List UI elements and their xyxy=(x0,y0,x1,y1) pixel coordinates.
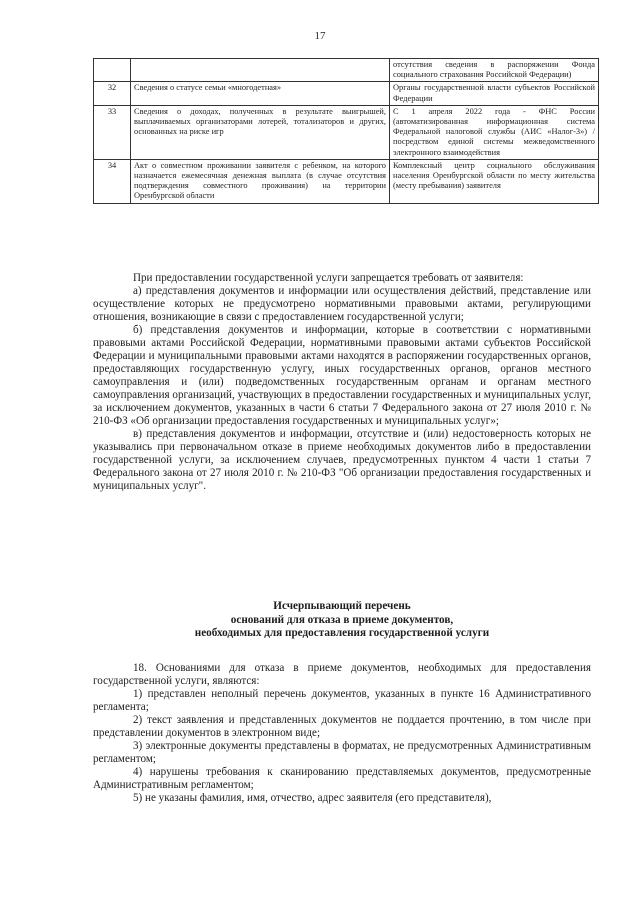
refusal-ground-item: 5) не указаны фамилия, имя, отчество, адрес заявителя (его представителя), xyxy=(133,792,492,804)
heading-line-2: оснований для отказа в приеме документов, xyxy=(230,613,454,626)
prohibition-item-v: в) представления документов и информации, отсутствие и (или) недостоверность которых не указывались при первоначальном отказе в приеме необходимых документов либо в предоставлении государственной услуги, за исключением случаев, предусмотренных пунктом 4 части 1 статьи 7 Федерального закона от 27 июля 2010 г. № 210-ФЗ "Об организации предоставления государственных и муниципальных услуг". xyxy=(93,428,591,492)
section-heading xyxy=(93,600,591,641)
source-cell: С 1 апреля 2022 года - ФНС России (автоматизированная информационная система Федеральной налоговой службы (АИС «Налог-3») /посредством единой системы межведомственного электронного взаимодействия xyxy=(390,105,599,159)
table-row xyxy=(94,59,599,82)
prohibition-item-b: б) представления документов и информации, которые в соответствии с нормативными правовыми актами Российской Федерации, нормативными правовыми актами субъектов Российской Федерации и муниципальными правовыми актами находятся в распоряжении государственных органов, предоставляющих государственную услугу, иных государственных органов, органов местного самоуправления и (или) подведомственных государственным органам и органам местного самоуправления организаций, участвующих в предоставлении государственных и муниципальных услуг, за исключением документов, указанных в части 6 статьи 7 Федерального закона от 27 июля 2010 г. № 210-ФЗ «Об организации предоставления государственных и муниципальных услуг»; xyxy=(93,324,591,427)
prohibitions-intro: При предоставлении государственной услуги запрещается требовать от заявителя: xyxy=(133,272,524,284)
source-cell: отсутствия сведения в распоряжении Фонда социального страхования Российской Федерации) xyxy=(390,59,599,82)
heading-line-3: необходимых для предоставления государственной услуги xyxy=(194,627,490,639)
refusal-ground-item: 1) представлен неполный перечень документов, указанных в пункте 16 Административного регламента; xyxy=(93,688,591,713)
row-number xyxy=(94,59,131,82)
refusal-grounds-intro: 18. Основаниями для отказа в приеме документов, необходимых для предоставления государственной услуги, являются: xyxy=(93,662,591,687)
row-number: 34 xyxy=(94,159,131,203)
heading-line-1: Исчерпывающий перечень xyxy=(273,600,411,612)
refusal-ground-item: 4) нарушены требования к сканированию представляемых документов, предусмотренные Административным регламентом; xyxy=(93,766,591,791)
refusal-ground-item: 2) текст заявления и представленных документов не поддается прочтению, в том числе при представлении документов в электронном виде; xyxy=(93,714,591,739)
page-number: 17 xyxy=(314,30,326,42)
row-number: 33 xyxy=(94,105,131,159)
info-cell: Сведения о статусе семьи «многодетная» xyxy=(131,82,390,105)
row-number: 32 xyxy=(94,82,131,105)
refusal-ground-item: 3) электронные документы представлены в форматах, не предусмотренных Административным регламентом; xyxy=(93,740,591,765)
info-cell: Акт о совместном проживании заявителя с ребенком, на которого назначается ежемесячная денежная выплата (в случае отсутствия подтверждения совместного проживания) на территории Оренбургской области xyxy=(131,159,390,203)
prohibition-item-a: а) представления документов и информации или осуществления действий, представление или осуществление которых не предусмотрено нормативными правовыми актами, регулирующими отношения, возникающие в связи с предоставлением государственной услуги; xyxy=(93,285,591,323)
documents-table xyxy=(93,58,599,204)
info-cell: Сведения о доходах, полученных в результате выигрышей, выплачиваемых организаторами лотерей, тотализаторов и других, основанных на риске игр xyxy=(131,105,390,159)
info-cell xyxy=(131,59,390,82)
source-cell: Органы государственной власти субъектов Российской Федерации xyxy=(390,82,599,105)
refusal-grounds-section xyxy=(93,662,591,805)
source-cell: Комплексный центр социального обслуживания населения Оренбургской области по месту жительства (месту пребывания) заявителя xyxy=(390,159,599,203)
prohibitions-section xyxy=(93,272,591,493)
table-row xyxy=(94,105,599,159)
table-row xyxy=(94,159,599,203)
table-row xyxy=(94,82,599,105)
